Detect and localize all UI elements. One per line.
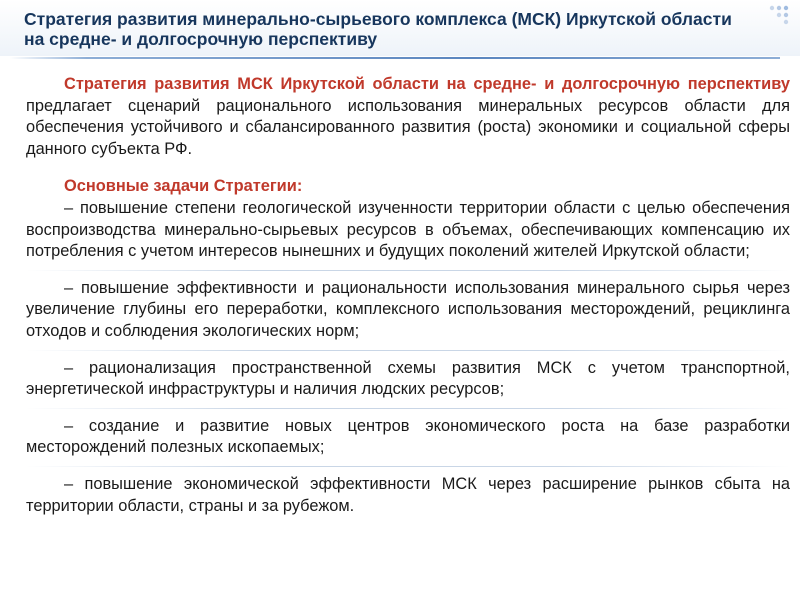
task-item: – создание и развитие новых центров экономического роста на базе разработки месторождений полезных ископаемых; bbox=[26, 416, 790, 457]
slide-title-line1: Стратегия развития минерально-сырьевого комплекса (МСК) Иркутской области bbox=[24, 9, 732, 29]
slide-title bbox=[24, 9, 764, 49]
task-divider bbox=[26, 466, 790, 467]
slide-title-line2: на средне- и долгосрочную перспективу bbox=[24, 29, 378, 49]
task-item: – повышение степени геологической изученности территории области с целью обеспечения воспроизводства минерально-сырьевых ресурсов в объемах, обеспечивающих компенсацию их потребления с учетом интересов нынешних и будущих поколений жителей Иркутской области; bbox=[26, 198, 790, 261]
tasks-heading: Основные задачи Стратегии: bbox=[64, 177, 303, 196]
task-item: – повышение эффективности и рациональности использования минерального сырья через увеличение глубины его переработки, комплексного использования месторождений, рециклинга отходов и соблюдения экологических норм; bbox=[26, 278, 790, 340]
decorative-dots-icon bbox=[768, 4, 794, 26]
task-divider bbox=[26, 350, 790, 351]
header-divider bbox=[10, 57, 780, 59]
slide-body bbox=[26, 74, 790, 517]
task-item: – рационализация пространственной схемы развития МСК с учетом транспортной, энергетической инфраструктуры и наличия людских ресурсов; bbox=[26, 358, 790, 399]
task-divider bbox=[26, 270, 790, 271]
intro-text: предлагает сценарий рационального использования минеральных ресурсов области для обеспечения устойчивого и сбалансированного развития (роста) экономики и социальной сферы данного субъекта РФ. bbox=[26, 96, 790, 158]
slide-header bbox=[0, 0, 800, 56]
intro-paragraph bbox=[26, 74, 790, 160]
intro-lead: Стратегия развития МСК Иркутской области на средне- и долгосрочную перспективу bbox=[64, 75, 790, 93]
tasks-heading-row bbox=[26, 176, 790, 198]
task-divider bbox=[26, 408, 790, 409]
task-item: – повышение экономической эффективности МСК через расширение рынков сбыта на территории области, страны и за рубежом. bbox=[26, 474, 790, 515]
